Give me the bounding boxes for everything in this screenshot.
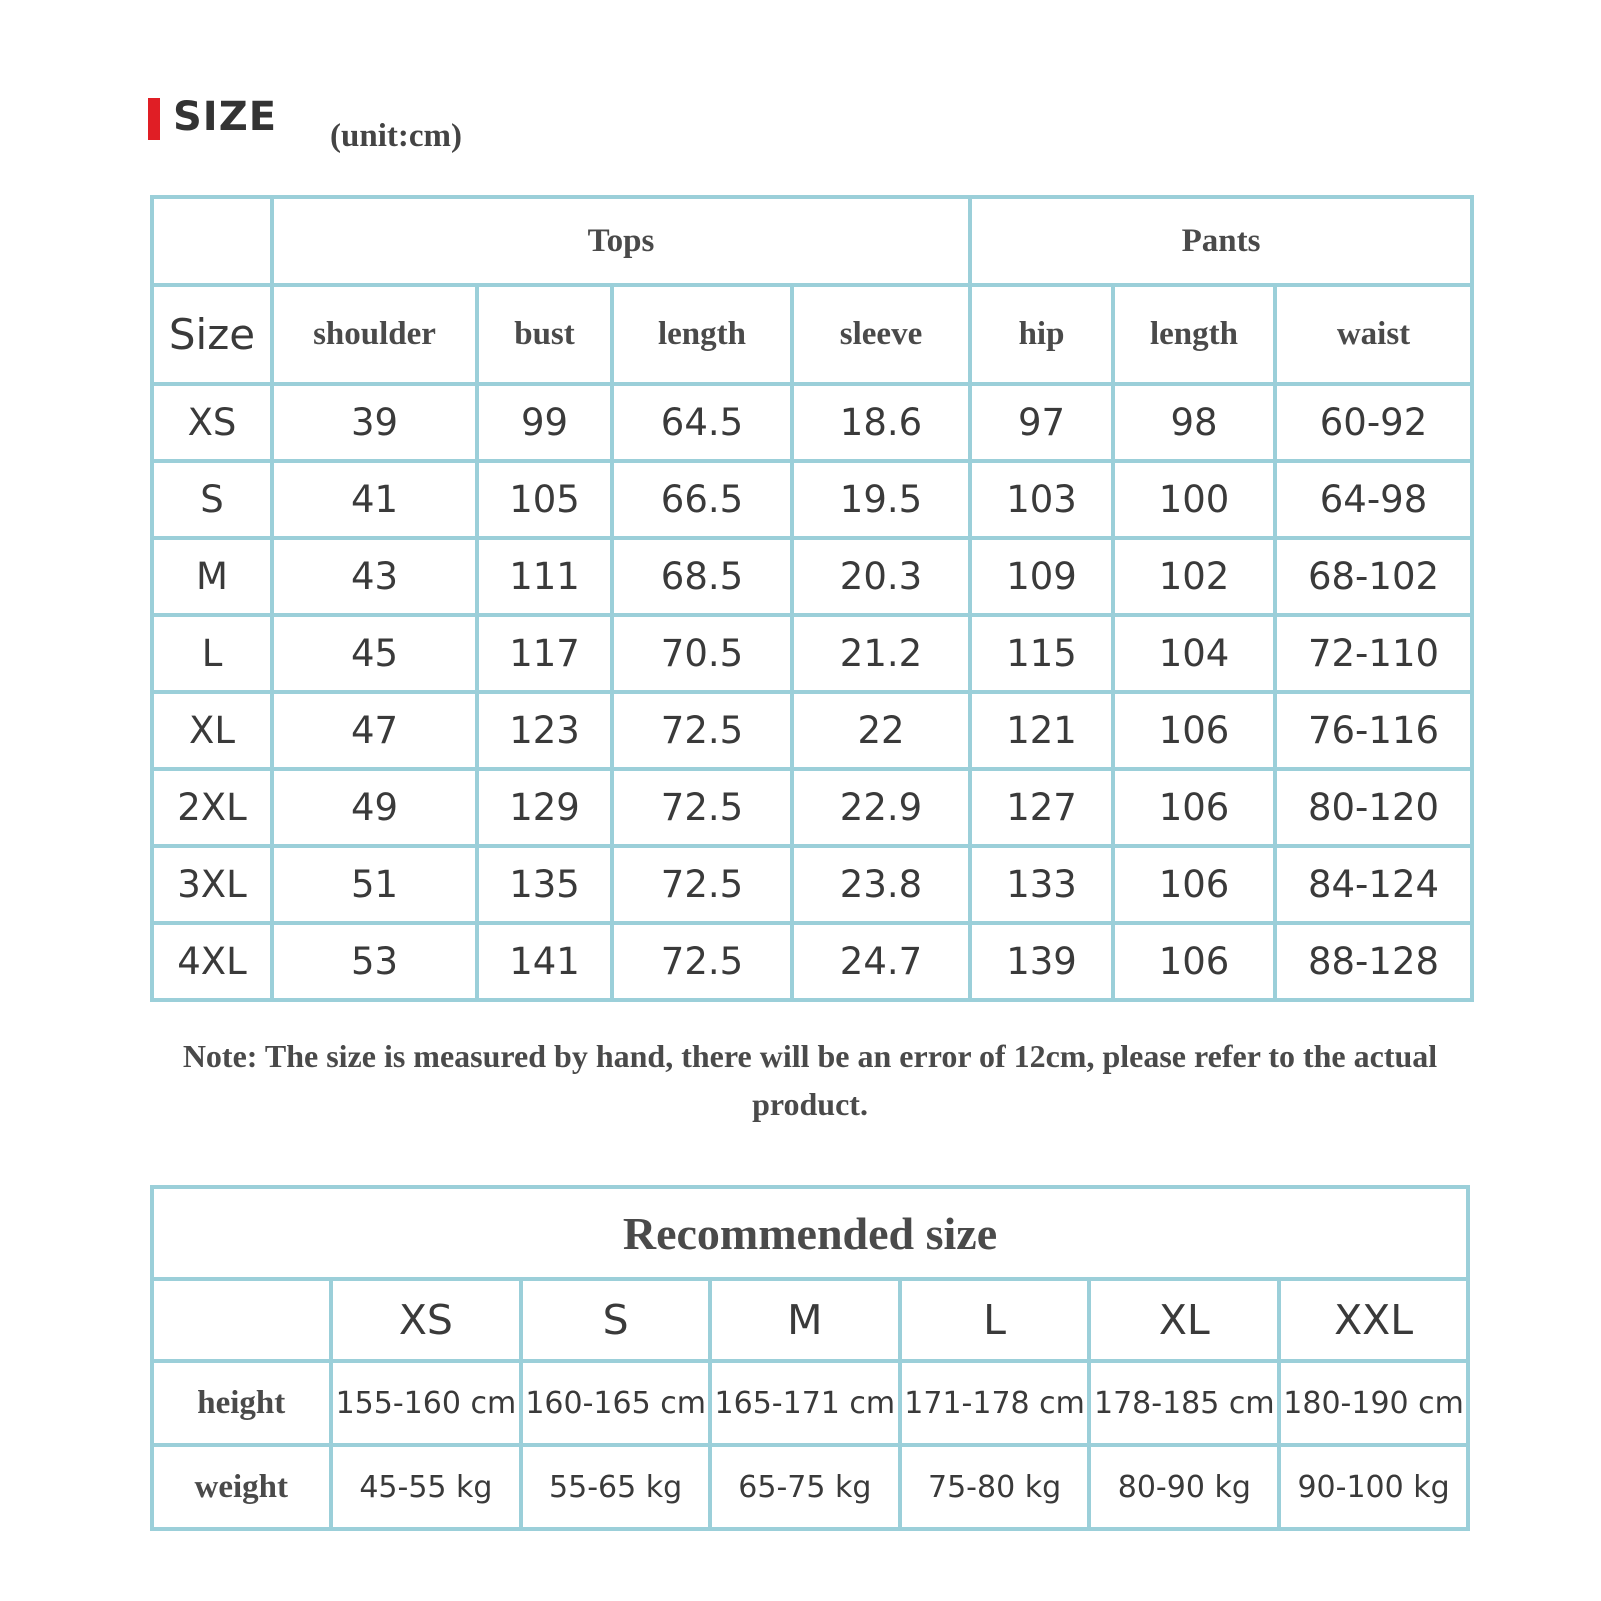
recommended-cell: 45-55 kg xyxy=(331,1445,522,1529)
table-cell: 47 xyxy=(272,692,477,769)
table-cell: 109 xyxy=(970,538,1113,615)
table-cell: 105 xyxy=(477,461,612,538)
column-header: bust xyxy=(477,285,612,384)
table-cell: 70.5 xyxy=(612,615,792,692)
table-cell: 106 xyxy=(1113,846,1275,923)
column-header: waist xyxy=(1275,285,1472,384)
table-row xyxy=(152,692,1472,769)
table-row xyxy=(152,461,1472,538)
recommended-cell: 180-190 cm xyxy=(1279,1361,1468,1445)
recommended-cell: 90-100 kg xyxy=(1279,1445,1468,1529)
table-cell: 43 xyxy=(272,538,477,615)
table-cell: 22.9 xyxy=(792,769,970,846)
tops-group-header: Tops xyxy=(272,197,970,285)
recommended-size-header: M xyxy=(710,1279,900,1361)
table-row xyxy=(152,923,1472,1000)
table-row xyxy=(152,769,1472,846)
column-header: length xyxy=(1113,285,1275,384)
table-cell: 102 xyxy=(1113,538,1275,615)
recommended-table-body xyxy=(152,1361,1468,1529)
table-cell: 106 xyxy=(1113,692,1275,769)
table-cell: 45 xyxy=(272,615,477,692)
table-cell: 104 xyxy=(1113,615,1275,692)
table-cell: 49 xyxy=(272,769,477,846)
table-cell: 117 xyxy=(477,615,612,692)
table-cell: 103 xyxy=(970,461,1113,538)
recommended-cell: 155-160 cm xyxy=(331,1361,522,1445)
table-cell: 100 xyxy=(1113,461,1275,538)
table-cell: 72.5 xyxy=(612,692,792,769)
table-cell: 41 xyxy=(272,461,477,538)
table-cell: 60-92 xyxy=(1275,384,1472,461)
corner-empty-cell xyxy=(152,197,272,285)
table-cell: 135 xyxy=(477,846,612,923)
table-cell: 106 xyxy=(1113,769,1275,846)
table-cell: 84-124 xyxy=(1275,846,1472,923)
table-cell: 19.5 xyxy=(792,461,970,538)
table-cell: 20.3 xyxy=(792,538,970,615)
recommended-size-header: XXL xyxy=(1279,1279,1468,1361)
recommended-size-header: L xyxy=(900,1279,1090,1361)
table-cell: 139 xyxy=(970,923,1113,1000)
column-header-row xyxy=(152,285,1472,384)
table-row xyxy=(152,538,1472,615)
table-cell: 127 xyxy=(970,769,1113,846)
table-cell: 18.6 xyxy=(792,384,970,461)
size-label-cell: XS xyxy=(152,384,272,461)
pants-group-header: Pants xyxy=(970,197,1472,285)
recommended-header-row xyxy=(152,1279,1468,1361)
table-row xyxy=(152,846,1472,923)
table-cell: 106 xyxy=(1113,923,1275,1000)
recommended-cell: 75-80 kg xyxy=(900,1445,1090,1529)
recommended-cell: 160-165 cm xyxy=(521,1361,710,1445)
size-label-cell: 2XL xyxy=(152,769,272,846)
size-label-cell: XL xyxy=(152,692,272,769)
table-cell: 68-102 xyxy=(1275,538,1472,615)
table-cell: 72.5 xyxy=(612,769,792,846)
recommended-cell: 65-75 kg xyxy=(710,1445,900,1529)
recommended-cell: 178-185 cm xyxy=(1089,1361,1279,1445)
table-cell: 88-128 xyxy=(1275,923,1472,1000)
table-cell: 21.2 xyxy=(792,615,970,692)
recommended-size-header: S xyxy=(521,1279,710,1361)
table-cell: 80-120 xyxy=(1275,769,1472,846)
table-cell: 133 xyxy=(970,846,1113,923)
table-cell: 99 xyxy=(477,384,612,461)
table-cell: 23.8 xyxy=(792,846,970,923)
recommended-corner-cell xyxy=(152,1279,331,1361)
table-cell: 24.7 xyxy=(792,923,970,1000)
recommended-size-header: XL xyxy=(1089,1279,1279,1361)
table-cell: 76-116 xyxy=(1275,692,1472,769)
size-column-header: Size xyxy=(152,285,272,384)
column-header: shoulder xyxy=(272,285,477,384)
table-cell: 98 xyxy=(1113,384,1275,461)
measurement-note: Note: The size is measured by hand, there will be an error of 12cm, please refer to the actual product. xyxy=(182,1038,1438,1122)
table-cell: 111 xyxy=(477,538,612,615)
size-label-cell: 3XL xyxy=(152,846,272,923)
recommended-cell: 171-178 cm xyxy=(900,1361,1090,1445)
table-cell: 66.5 xyxy=(612,461,792,538)
column-header: sleeve xyxy=(792,285,970,384)
column-header: hip xyxy=(970,285,1113,384)
size-table xyxy=(150,195,1474,1002)
size-label-cell: M xyxy=(152,538,272,615)
recommended-cell: 55-65 kg xyxy=(521,1445,710,1529)
accent-bar xyxy=(148,98,160,140)
recommended-row xyxy=(152,1445,1468,1529)
table-cell: 22 xyxy=(792,692,970,769)
recommended-size-header: XS xyxy=(331,1279,522,1361)
table-cell: 121 xyxy=(970,692,1113,769)
recommended-row-label: weight xyxy=(152,1445,331,1529)
table-row xyxy=(152,615,1472,692)
size-label-cell: 4XL xyxy=(152,923,272,1000)
table-cell: 72.5 xyxy=(612,923,792,1000)
table-cell: 68.5 xyxy=(612,538,792,615)
table-cell: 141 xyxy=(477,923,612,1000)
recommended-title: Recommended size xyxy=(152,1187,1468,1279)
recommended-cell: 80-90 kg xyxy=(1089,1445,1279,1529)
table-cell: 123 xyxy=(477,692,612,769)
table-row xyxy=(152,384,1472,461)
column-header: length xyxy=(612,285,792,384)
unit-label: (unit:cm) xyxy=(330,118,462,154)
recommended-size-table xyxy=(150,1185,1470,1531)
table-cell: 39 xyxy=(272,384,477,461)
size-table-body xyxy=(152,384,1472,1000)
page-title: SIZE xyxy=(173,94,278,140)
table-cell: 72.5 xyxy=(612,846,792,923)
table-cell: 115 xyxy=(970,615,1113,692)
table-cell: 72-110 xyxy=(1275,615,1472,692)
table-cell: 129 xyxy=(477,769,612,846)
size-label-cell: S xyxy=(152,461,272,538)
size-label-cell: L xyxy=(152,615,272,692)
recommended-title-row xyxy=(152,1187,1468,1279)
table-cell: 97 xyxy=(970,384,1113,461)
table-cell: 53 xyxy=(272,923,477,1000)
recommended-row xyxy=(152,1361,1468,1445)
table-cell: 64-98 xyxy=(1275,461,1472,538)
recommended-cell: 165-171 cm xyxy=(710,1361,900,1445)
table-cell: 51 xyxy=(272,846,477,923)
recommended-row-label: height xyxy=(152,1361,331,1445)
table-cell: 64.5 xyxy=(612,384,792,461)
group-header-row xyxy=(152,197,1472,285)
